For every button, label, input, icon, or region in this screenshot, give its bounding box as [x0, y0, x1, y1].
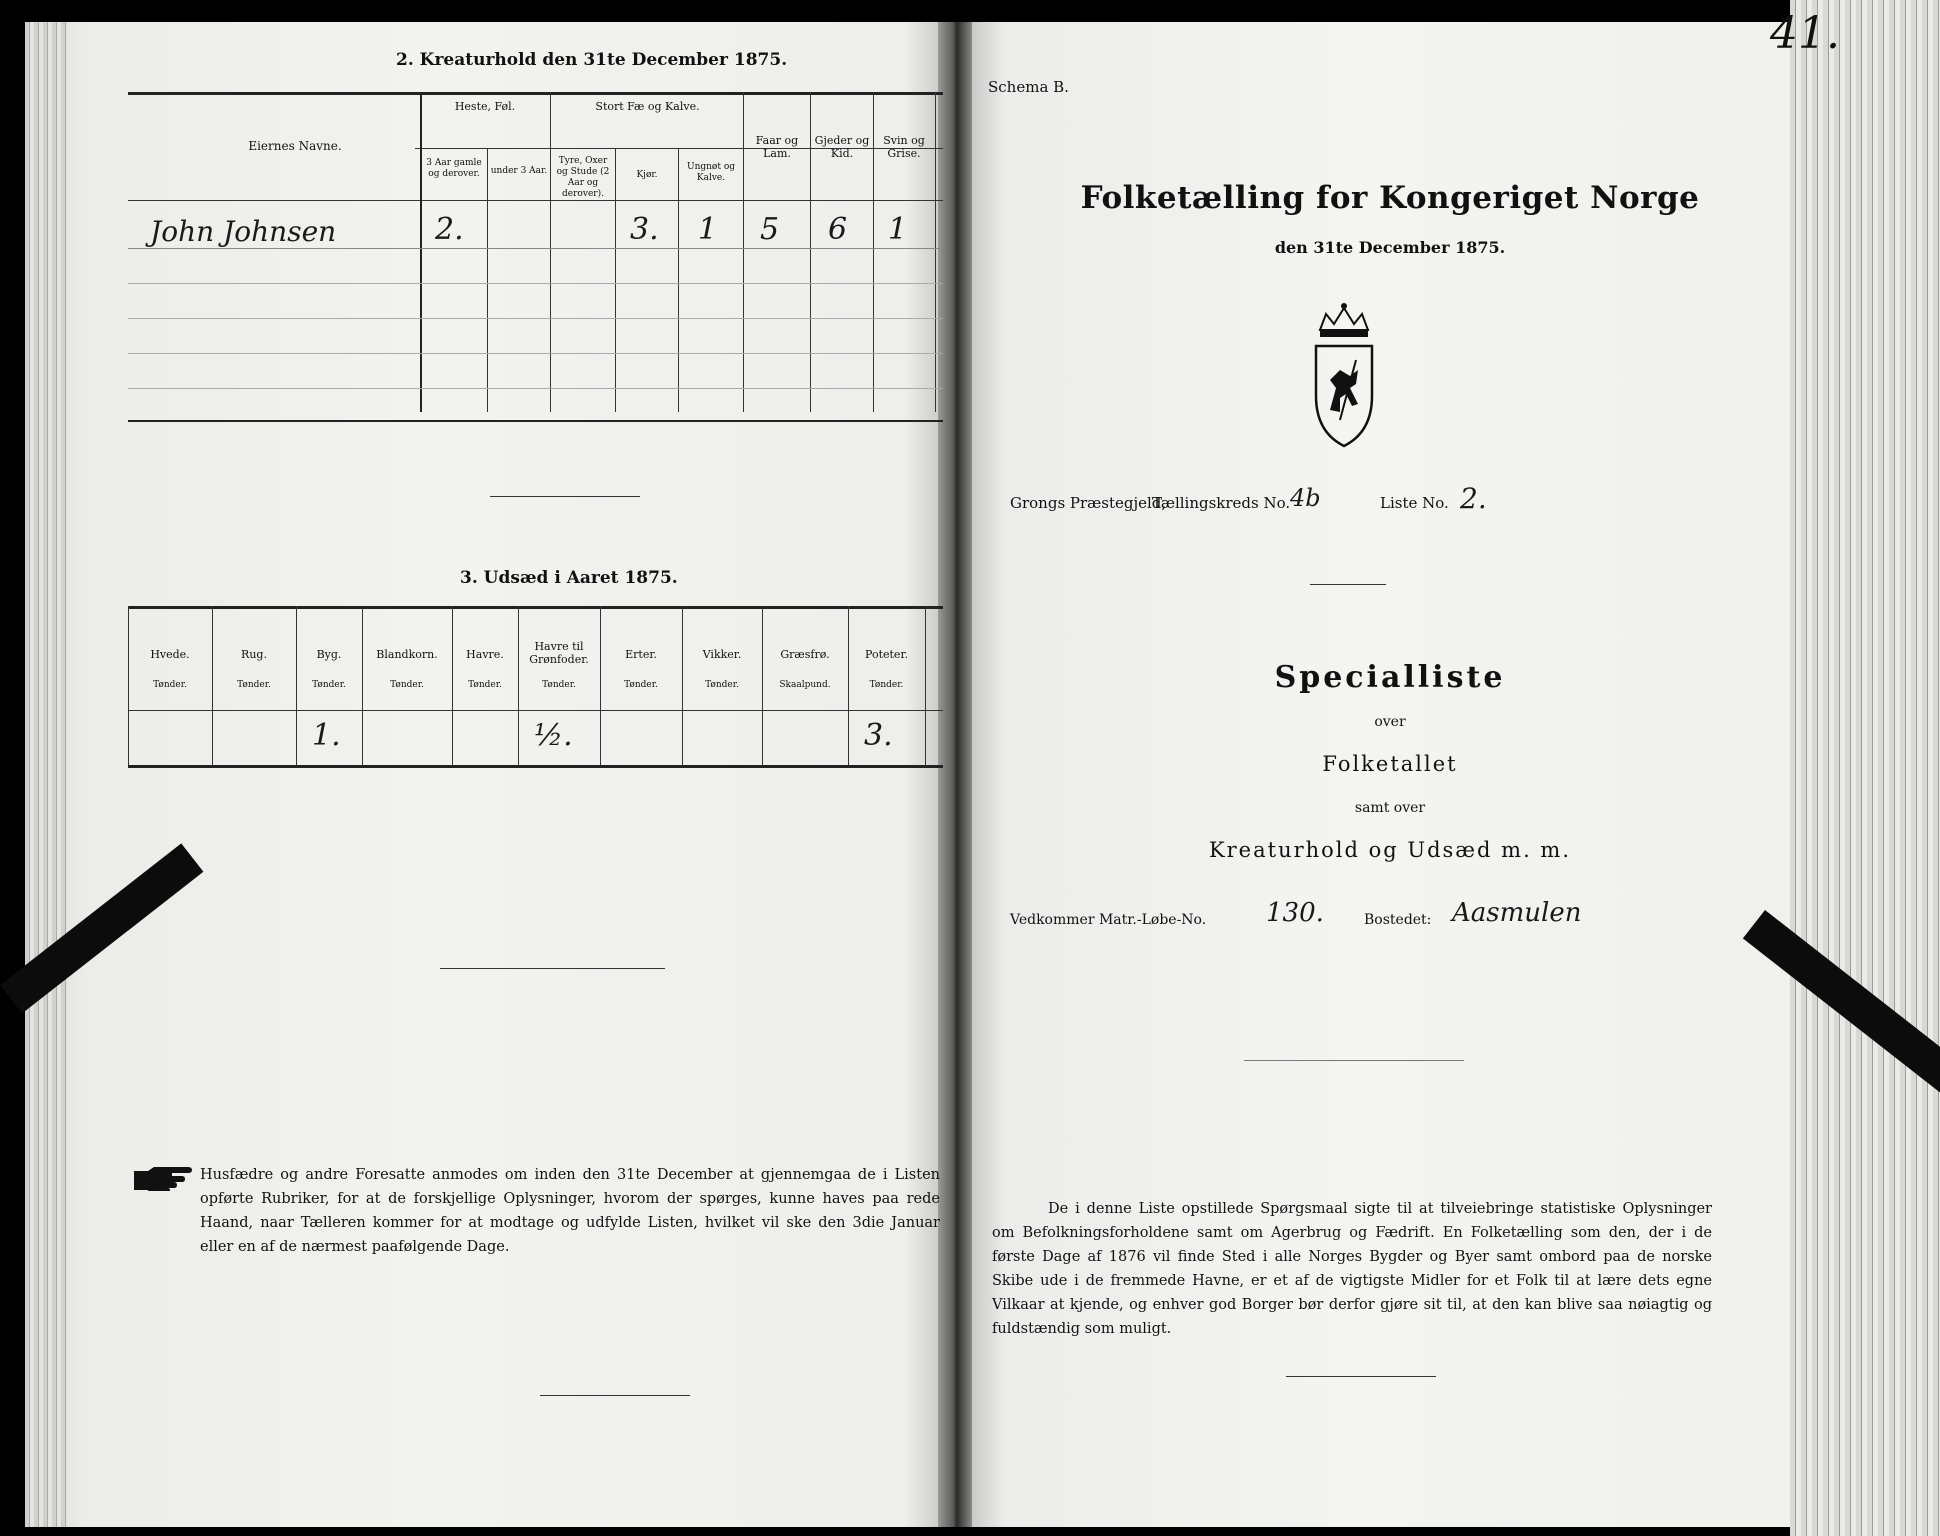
s3-col-name: Rug.: [241, 648, 267, 661]
cattle-c-value: 1: [698, 212, 718, 247]
list-label: Liste No.: [1380, 494, 1449, 512]
folketallet-text: Folketallet: [1322, 752, 1458, 776]
info-text: De i denne Liste opstillede Spørgsmaal sigte til at tilveiebringe statistiske Oplysninger om Befolkningsforholdene samt om Agerbrug og Fædrift. En Folketælling som den, der i de første Dage af 1876 vil finde Sted i alle Norges Bygder og Byer samt ombord paa de norske Skibe ude i de fremmede Havne, er et af de vigtigste Midler for et Folk til at lære dets egne Vilkaar at kjende, og enhver god Borger bør derfor gjøre sit til, at den kan blive saa nøiagtig og fuldstændig som muligt.: [992, 1201, 1712, 1337]
s3-col-value: 1.: [312, 718, 341, 753]
document-date: den 31te December 1875.: [1274, 238, 1506, 257]
right-page-edge: [1790, 0, 1940, 1536]
list-value: 2.: [1460, 482, 1487, 515]
s3-col-unit: Tønder.: [705, 680, 739, 690]
s3-col-value: 3.: [864, 718, 893, 753]
header-horses-b: under 3 Aar.: [490, 166, 548, 176]
section2-title: 2. Kreaturhold den 31te December 1875.: [396, 50, 788, 70]
matr-value: 130.: [1266, 898, 1324, 928]
s3-col-name: Hvede.: [150, 648, 190, 661]
header-owner: Eiernes Navne.: [248, 139, 342, 153]
s3-col-unit: Tønder.: [624, 680, 658, 690]
bosted-value: Aasmulen: [1452, 898, 1582, 928]
coat-of-arms-icon: [1310, 300, 1378, 450]
samt-over-text: samt over: [1354, 800, 1426, 816]
s3-col-unit: Tønder.: [153, 680, 187, 690]
s3-col-unit: Tønder.: [542, 680, 576, 690]
header-horses-a: 3 Aar gamle og derover.: [426, 158, 482, 179]
specialliste-heading: Specialliste: [1274, 660, 1506, 695]
over-text: over: [1374, 714, 1406, 730]
horses-a-value: 2.: [435, 212, 464, 247]
s3-col-name: Havre.: [466, 648, 504, 661]
page-number: 41.: [1770, 8, 1840, 59]
s3-col-unit: Tønder.: [390, 680, 424, 690]
schema-label: Schema B.: [988, 78, 1069, 96]
matr-label: Vedkommer Matr.-Løbe-No.: [1010, 912, 1207, 928]
s3-col-name: Byg.: [316, 648, 342, 661]
s3-col-name: Erter.: [625, 648, 657, 661]
header-cattle: Stort Fæ og Kalve.: [595, 100, 700, 113]
section3-title: 3. Udsæd i Aaret 1875.: [460, 568, 678, 588]
header-sheep: Faar og Lam.: [755, 134, 799, 160]
owner-name: John Johnsen: [150, 215, 337, 248]
header-cattle-c: Ungnøt og Kalve.: [686, 162, 735, 183]
district-label: Tællingskreds No.: [1152, 494, 1291, 512]
s3-col-name: Græsfrø.: [780, 648, 830, 661]
s3-col-value: ½.: [534, 718, 573, 753]
s3-col-name: Havre til Grønfoder.: [529, 640, 589, 666]
goats-value: 6: [828, 212, 848, 247]
header-cattle-b: Kjør.: [636, 170, 658, 180]
bosted-label: Bostedet:: [1364, 912, 1432, 928]
book-spine: [938, 22, 972, 1527]
header-pigs: Svin og Grise.: [883, 134, 925, 160]
s3-col-unit: Tønder.: [312, 680, 346, 690]
header-cattle-a: Tyre, Oxer og Stude (2 Aar og derover).: [556, 156, 610, 199]
notice-text: Husfædre og andre Foresatte anmodes om inden den 31te December at gjennemgaa de i Listen opførte Rubriker, for at de forskjellige Oplysninger, hvorom der spørges, kunne haves paa rede Haand, naar Tælleren kommer for at modtage og udfylde Listen, hvilket vil ske den 3die Januar eller en af de nærmest paafølgende Dage.: [200, 1167, 940, 1255]
district-value: 4b: [1290, 484, 1321, 512]
pointing-hand-icon: [132, 1163, 192, 1191]
left-page-edge: [25, 22, 67, 1527]
s3-col-unit: Tønder.: [237, 680, 271, 690]
bleed-left-text: [66, 140, 116, 290]
document-title: Folketælling for Kongeriget Norge: [1080, 180, 1700, 216]
s3-col-name: Poteter.: [865, 648, 908, 661]
s3-col-unit: Tønder.: [468, 680, 502, 690]
header-goats: Gjeder og Kid.: [814, 134, 870, 160]
s3-col-name: Blandkorn.: [376, 648, 438, 661]
kreaturhold-text: Kreaturhold og Udsæd m. m.: [1208, 838, 1572, 862]
parish-label: Grongs Præstegjeld,: [1010, 494, 1167, 512]
s3-col-unit: Skaalpund.: [779, 680, 831, 690]
s3-col-name: Vikker.: [702, 648, 742, 661]
header-horses: Heste, Føl.: [454, 100, 516, 113]
sheep-value: 5: [760, 212, 780, 247]
s3-col-unit: Tønder.: [869, 680, 904, 690]
pigs-value: 1: [888, 212, 908, 247]
cattle-b-value: 3.: [630, 212, 659, 247]
